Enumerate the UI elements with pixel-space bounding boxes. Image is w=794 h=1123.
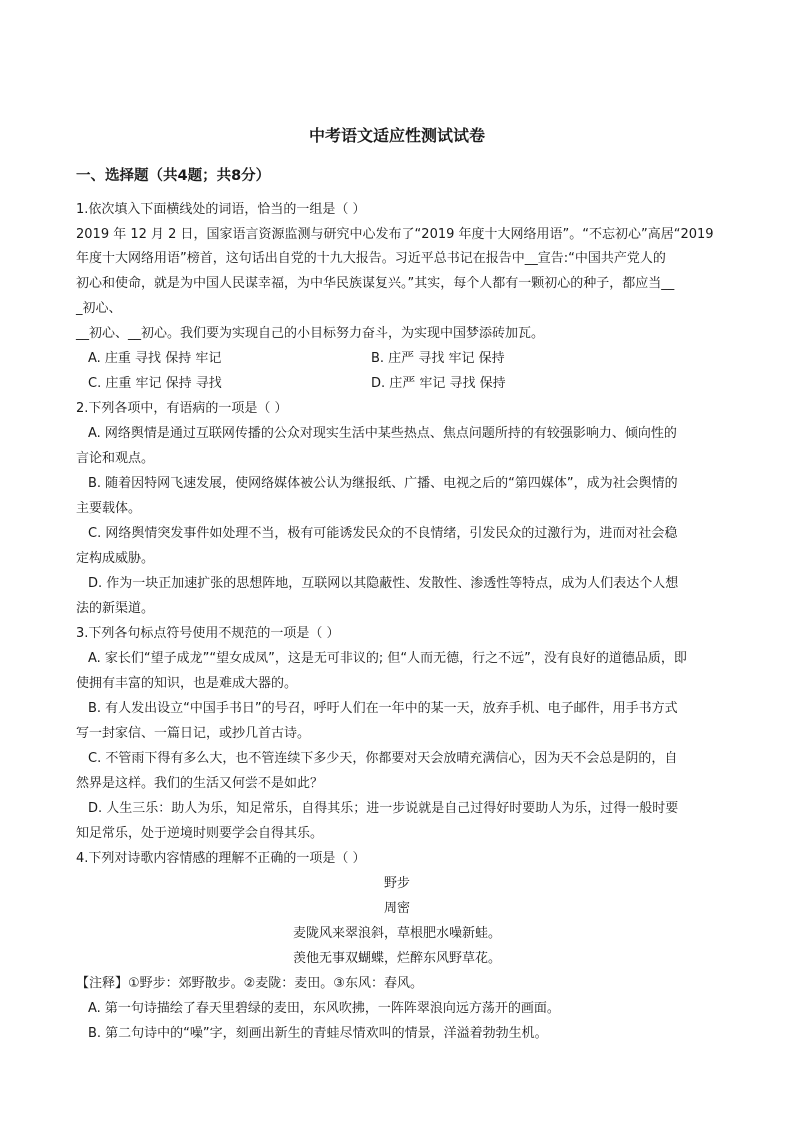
q1-passage-line: _初心、 [76,301,122,316]
page-title: 中考语文适应性测试试卷 [308,126,485,145]
q3-option-d: D. 人生三乐：助人为乐，知足常乐，自得其乐；进一步说就是自己过得好时要助人为乐，过得一般时要 [88,801,679,816]
q1-passage-line: 2019 年 12 月 2 日，国家语言资源监测与研究中心发布了“2019 年度十大网络用语”。“不忘初心”高居“2019 [76,227,714,242]
q2-option-d-cont: 法的新渠道。 [76,601,155,616]
q3-stem: 3.下列各句标点符号使用不规范的一项是（ ） [76,626,340,641]
q2-option-d: D. 作为一块正加速扩张的思想阵地，互联网以其隐蔽性、发散性、渗透性等特点，成为人们表达个人想 [88,576,679,591]
q2-option-b-cont: 主要载体。 [76,501,142,516]
poem-author: 周密 [383,901,410,916]
q1-option-d: D. 庄严 牢记 寻找 保持 [371,376,506,391]
q1-stem: 1.依次填入下面横线处的词语，恰当的一组是（ ） [76,202,366,217]
poem-verse: 麦陇风来翠浪斜，草根肥水噪新蛙。 [292,926,501,941]
q3-option-d-cont: 知足常乐，处于逆境时则要学会自得其乐。 [76,826,324,841]
q3-option-b-cont: 写一封家信、一篇日记，或抄几首古诗。 [76,726,311,741]
q1-option-b: B. 庄严 寻找 牢记 保持 [371,351,505,366]
q3-option-c: C. 不管雨下得有多么大，也不管连续下多少天，你都要对天会放晴充满信心，因为天不会总是阴的，自 [88,751,678,766]
q3-option-b: B. 有人发出设立“中国手书日”的号召，呼吁人们在一年中的某一天，放弃手机、电子邮件，用手书方式 [88,701,678,716]
q4-option-b: B. 第二句诗中的“噪”字，刻画出新生的青蛙尽情欢叫的情景，洋溢着勃勃生机。 [88,1026,548,1041]
q2-option-c-cont: 定构成威胁。 [76,551,155,566]
q2-stem: 2.下列各项中，有语病的一项是（ ） [76,401,288,416]
q1-passage-line: 年度十大网络用语”榜首，这句话出自党的十九大报告。习近平总书记在报告中__宣告:“中国共产党人的 [76,251,666,266]
q4-stem: 4.下列对诗歌内容情感的理解不正确的一项是（ ） [76,851,366,866]
q1-option-c: C. 庄重 牢记 保持 寻找 [88,376,222,391]
section-heading: 一、选择题（共4题；共8分） [76,168,271,184]
q2-option-b: B. 随着因特网飞速发展，使网络媒体被公认为继报纸、广播、电视之后的“第四媒体”，成为社会舆情的 [88,476,678,491]
q3-option-a: A. 家长们“望子成龙”“望女成凤”，这是无可非议的; 但“人而无德，行之不远”，没有良好的道德品质，即 [88,651,687,666]
q3-option-c-cont: 然界是这样。我们的生活又何尝不是如此？ [76,776,324,791]
q2-option-a: A. 网络舆情是通过互联网传播的公众对现实生活中某些热点、焦点问题所持的有较强影响力、倾向性的 [88,426,677,441]
q2-option-c: C. 网络舆情突发事件如处理不当，极有可能诱发民众的不良情绪，引发民众的过激行为，进而对社会稳 [88,526,678,541]
q3-option-a-cont: 使拥有丰富的知识，也是难成大器的。 [76,676,298,691]
poem-verse: 羡他无事双蝴蝶，烂醉东风野草花。 [292,951,501,966]
poem-note: 【注释】①野步：郊野散步。②麦陇：麦田。③东风：春风。 [76,976,423,991]
poem-title: 野步 [383,876,410,891]
q1-passage-line: __初心、__初心。我们要为实现自己的小目标努力奋斗，为实现中国梦添砖加瓦。 [76,326,545,341]
q1-passage-line: 初心和使命，就是为中国人民谋幸福，为中华民族谋复兴。”其实，每个人都有一颗初心的种子，都应当__ [76,276,675,291]
q4-option-a: A. 第一句诗描绘了春天里碧绿的麦田，东风吹拂，一阵阵翠浪向远方荡开的画面。 [88,1001,560,1016]
q1-option-a: A. 庄重 寻找 保持 牢记 [88,351,222,366]
q2-option-a-cont: 言论和观点。 [76,451,155,466]
